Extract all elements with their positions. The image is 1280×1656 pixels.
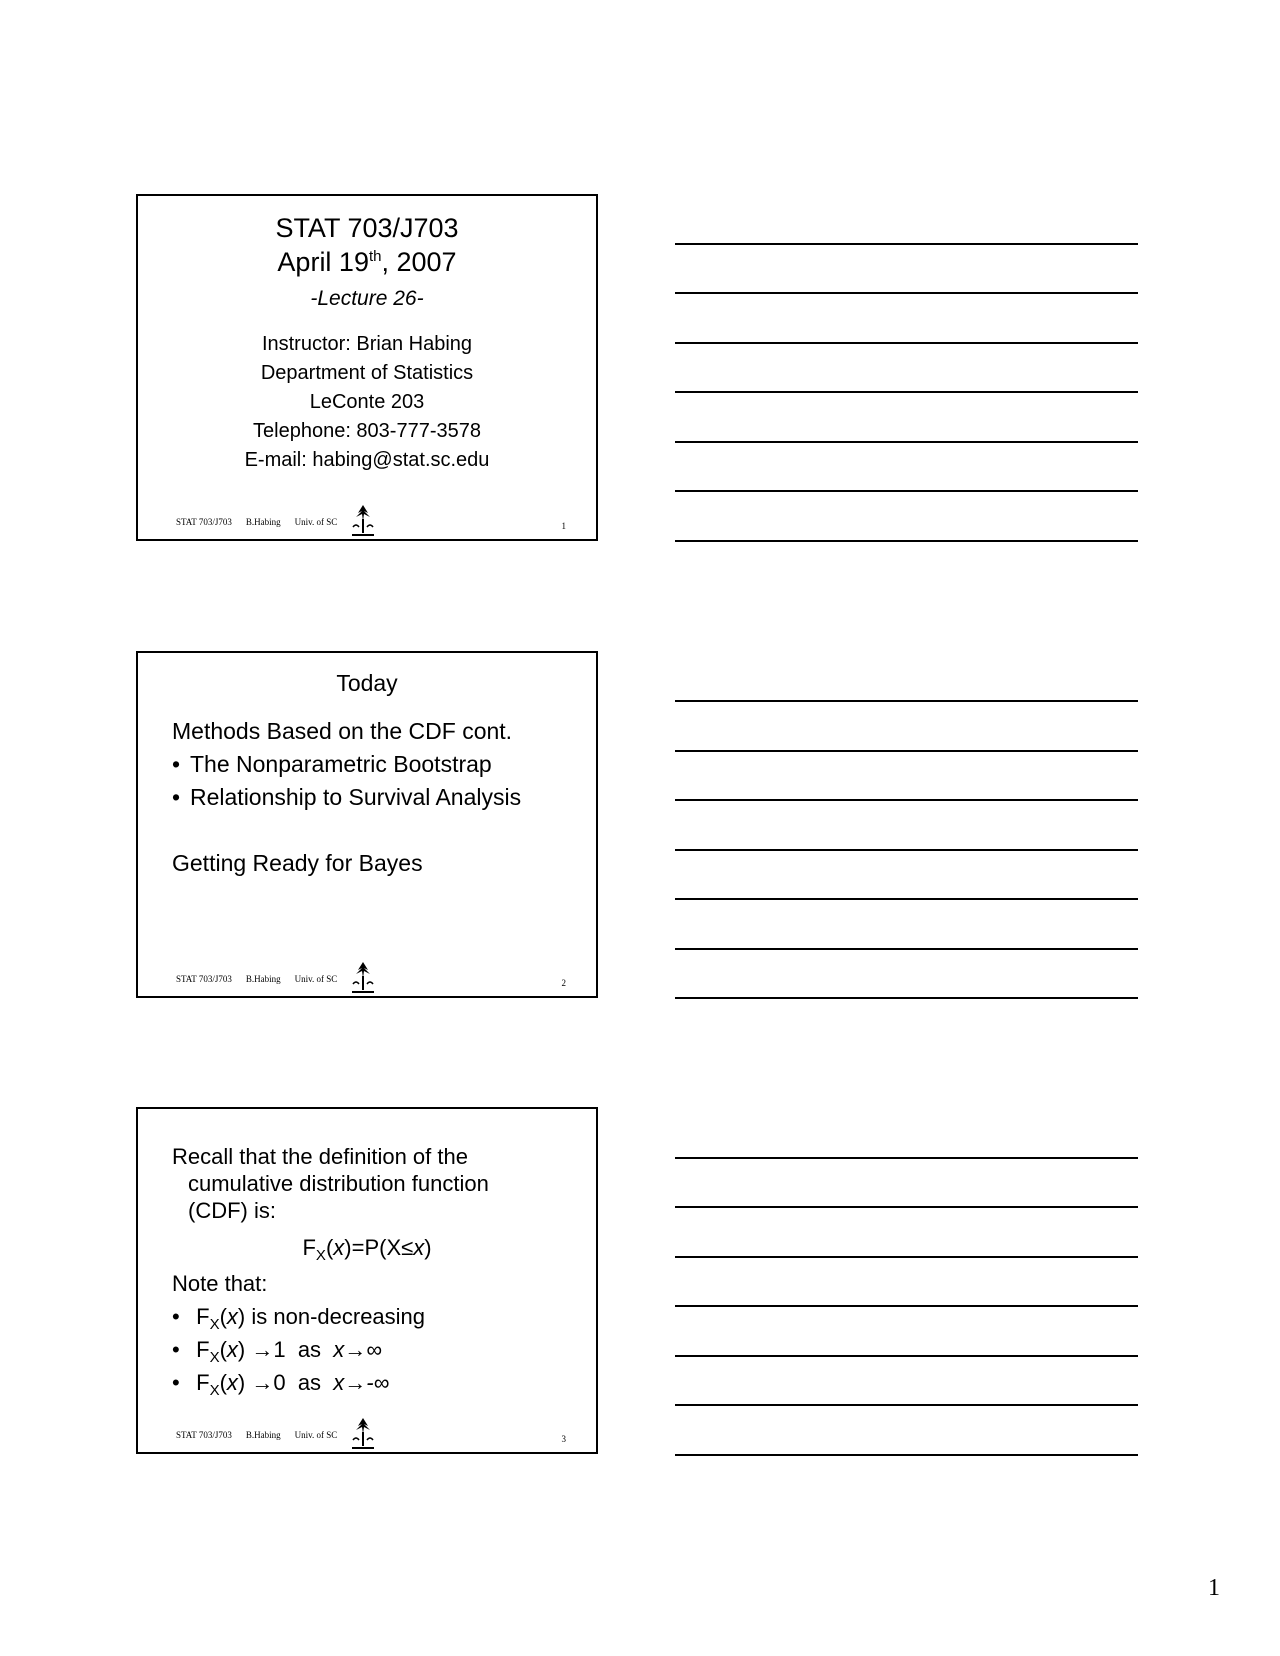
- note-line: [675, 799, 1138, 801]
- slide-2: [136, 651, 598, 998]
- slide-footer: STAT 703/J703 B.Habing Univ. of SC: [176, 1430, 338, 1440]
- office-line: LeConte 203: [309, 391, 425, 413]
- department-line: Department of Statistics: [260, 362, 474, 384]
- note-line: [675, 292, 1138, 294]
- bullet-item: • The Nonparametric Bootstrap: [172, 748, 586, 781]
- slide-1-date: April 19th, 2007: [277, 247, 457, 277]
- slide-3-intro: Recall that the definition of the cumulative distribution function (CDF) is:: [172, 1144, 489, 1223]
- slide-2-line: Methods Based on the CDF cont.: [172, 718, 513, 744]
- note-line: [675, 342, 1138, 344]
- cdf-formula: $F_X(x)=P(X\le x)$: [302, 1235, 432, 1264]
- note-line: [675, 1206, 1138, 1208]
- slide-2-title: Today: [336, 670, 398, 696]
- note-line: [675, 750, 1138, 752]
- note-line: [675, 490, 1138, 492]
- note-line: [675, 997, 1138, 999]
- note-label: Note that:: [172, 1271, 268, 1296]
- slide-number: 2: [561, 978, 566, 988]
- telephone-line: Telephone: 803-777-3578: [253, 420, 481, 442]
- palmetto-logo-icon: [348, 1414, 378, 1450]
- bullet-item: • Relationship to Survival Analysis: [172, 781, 586, 814]
- slide-3: [136, 1107, 598, 1454]
- slide-1-subtitle: -Lecture 26-: [310, 287, 424, 310]
- slide-1: [136, 194, 598, 541]
- slide-number: 3: [561, 1434, 566, 1444]
- slide-footer: STAT 703/J703 B.Habing Univ. of SC: [176, 517, 338, 527]
- slide-2-line: Getting Ready for Bayes: [172, 850, 423, 876]
- palmetto-logo-icon: [348, 958, 378, 994]
- note-line: [675, 441, 1138, 443]
- slide-2-body: [172, 715, 586, 880]
- slide-number: 1: [561, 521, 566, 531]
- note-line: [675, 948, 1138, 950]
- note-line: [675, 898, 1138, 900]
- note-line: [675, 1157, 1138, 1159]
- instructor-line: Instructor: Brian Habing: [261, 333, 473, 355]
- note-line: [675, 1305, 1138, 1307]
- bullet-item: • $F_X(x) \to 0$ as x→-∞: [172, 1366, 586, 1399]
- slide-3-notes: [172, 1267, 586, 1399]
- note-line: [675, 849, 1138, 851]
- palmetto-logo-icon: [348, 501, 378, 537]
- note-line: [675, 700, 1138, 702]
- note-line: [675, 1404, 1138, 1406]
- slide-1-title: STAT 703/J703: [275, 213, 459, 243]
- note-line: [675, 1256, 1138, 1258]
- note-line: [675, 1454, 1138, 1456]
- note-line: [675, 1355, 1138, 1357]
- email-line: E-mail: habing@stat.sc.edu: [244, 449, 490, 471]
- page-number: 1: [1208, 1575, 1220, 1601]
- note-line: [675, 540, 1138, 542]
- bullet-item: • $F_X(x)$ is non-decreasing: [172, 1300, 586, 1333]
- bullet-item: • $F_X(x) \to 1$ as x→∞: [172, 1333, 586, 1366]
- note-line: [675, 243, 1138, 245]
- note-line: [675, 391, 1138, 393]
- slide-footer: STAT 703/J703 B.Habing Univ. of SC: [176, 974, 338, 984]
